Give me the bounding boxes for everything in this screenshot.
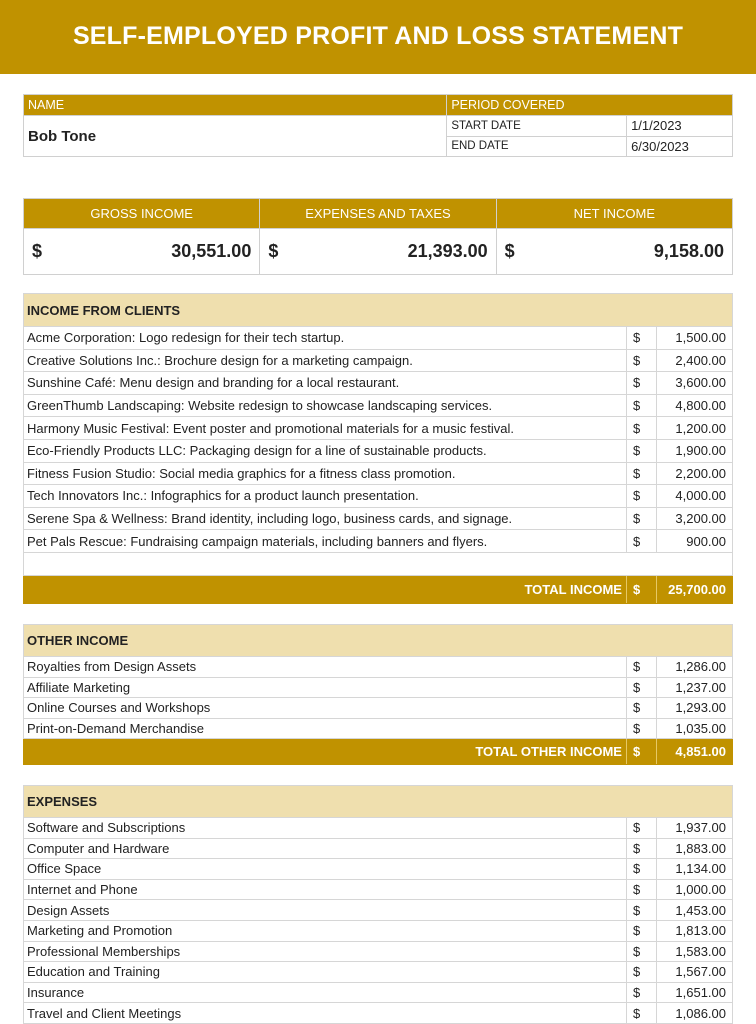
row-amount[interactable]: 1,200.00: [656, 417, 732, 440]
total-other-income-label: TOTAL OTHER INCOME: [24, 739, 627, 765]
net-income-label: NET INCOME: [496, 199, 732, 229]
period-label: PERIOD COVERED: [447, 95, 733, 116]
currency-symbol: $: [626, 485, 656, 508]
table-row: [24, 372, 733, 395]
table-row: [24, 439, 733, 462]
currency-symbol: $: [626, 962, 656, 983]
total-other-income-value: 4,851.00: [656, 739, 732, 765]
currency-symbol: $: [268, 241, 279, 261]
net-income-value: 9,158.00: [653, 241, 724, 261]
row-description[interactable]: Marketing and Promotion: [24, 920, 627, 941]
row-amount[interactable]: 1,583.00: [656, 941, 732, 962]
other-income-heading: OTHER INCOME: [24, 625, 733, 657]
title-banner: [0, 0, 756, 74]
currency-symbol: $: [626, 698, 656, 719]
row-description[interactable]: Harmony Music Festival: Event poster and promotional materials for a music festival.: [24, 417, 627, 440]
row-description[interactable]: Pet Pals Rescue: Fundraising campaign materials, including banners and flyers.: [24, 530, 627, 553]
currency-symbol: $: [626, 349, 656, 372]
table-row: [24, 859, 733, 880]
other-income-table: [23, 624, 733, 765]
expenses-heading: EXPENSES: [24, 786, 733, 818]
row-description[interactable]: Insurance: [24, 982, 627, 1003]
currency-symbol: $: [626, 439, 656, 462]
table-row: [24, 941, 733, 962]
row-description[interactable]: Tech Innovators Inc.: Infographics for a product launch presentation.: [24, 485, 627, 508]
table-row: [24, 507, 733, 530]
end-date-value[interactable]: 6/30/2023: [627, 136, 733, 157]
currency-symbol: $: [626, 394, 656, 417]
row-description[interactable]: Professional Memberships: [24, 941, 627, 962]
row-description[interactable]: Online Courses and Workshops: [24, 698, 627, 719]
summary-table: [23, 198, 733, 275]
gross-income-value: 30,551.00: [171, 241, 252, 261]
currency-symbol: $: [626, 372, 656, 395]
row-amount[interactable]: 1,134.00: [656, 859, 732, 880]
row-amount[interactable]: 1,937.00: [656, 818, 732, 839]
expenses-table: [23, 785, 733, 1024]
table-row: [24, 879, 733, 900]
row-description[interactable]: Education and Training: [24, 962, 627, 983]
currency-symbol: $: [626, 818, 656, 839]
total-income-value: 25,700.00: [656, 575, 732, 603]
table-row: [24, 818, 733, 839]
table-row: [24, 657, 733, 678]
currency-symbol: $: [626, 941, 656, 962]
row-amount[interactable]: 1,651.00: [656, 982, 732, 1003]
end-date-label: END DATE: [447, 136, 627, 157]
currency-symbol: $: [626, 677, 656, 698]
table-row: [24, 349, 733, 372]
table-row: [24, 417, 733, 440]
table-row: [24, 838, 733, 859]
empty-row[interactable]: [24, 552, 733, 575]
currency-symbol: $: [626, 575, 656, 603]
row-description[interactable]: GreenThumb Landscaping: Website redesign to showcase landscaping services.: [24, 394, 627, 417]
row-description[interactable]: Travel and Client Meetings: [24, 1003, 627, 1024]
currency-symbol: $: [626, 530, 656, 553]
row-amount[interactable]: 1,237.00: [656, 677, 732, 698]
total-income-label: TOTAL INCOME: [24, 575, 627, 603]
name-label: NAME: [24, 95, 447, 116]
row-description[interactable]: Computer and Hardware: [24, 838, 627, 859]
row-amount[interactable]: 1,035.00: [656, 718, 732, 739]
row-description[interactable]: Eco-Friendly Products LLC: Packaging design for a line of sustainable products.: [24, 439, 627, 462]
currency-symbol: $: [626, 1003, 656, 1024]
income-clients-table: [23, 293, 733, 604]
table-row: [24, 982, 733, 1003]
table-row: [24, 327, 733, 350]
currency-symbol: $: [626, 462, 656, 485]
table-row: [24, 920, 733, 941]
row-amount[interactable]: 1,286.00: [656, 657, 732, 678]
gross-income-label: GROSS INCOME: [24, 199, 260, 229]
row-amount[interactable]: 1,813.00: [656, 920, 732, 941]
row-amount[interactable]: 4,000.00: [656, 485, 732, 508]
table-row: [24, 1003, 733, 1024]
income-clients-heading: INCOME FROM CLIENTS: [24, 294, 733, 327]
row-description[interactable]: Serene Spa & Wellness: Brand identity, including logo, business cards, and signage.: [24, 507, 627, 530]
table-row: [24, 718, 733, 739]
row-amount[interactable]: 4,800.00: [656, 394, 732, 417]
page-title: SELF-EMPLOYED PROFIT AND LOSS STATEMENT: [72, 22, 684, 50]
currency-symbol: $: [626, 417, 656, 440]
currency-symbol: $: [626, 327, 656, 350]
table-row: [24, 394, 733, 417]
start-date-value[interactable]: 1/1/2023: [627, 116, 733, 137]
row-amount[interactable]: 1,453.00: [656, 900, 732, 921]
currency-symbol: $: [626, 657, 656, 678]
row-amount[interactable]: 2,200.00: [656, 462, 732, 485]
table-row: [24, 462, 733, 485]
row-description[interactable]: Affiliate Marketing: [24, 677, 627, 698]
row-amount[interactable]: 1,500.00: [656, 327, 732, 350]
expenses-taxes-cell: [260, 229, 496, 275]
table-row: [24, 698, 733, 719]
row-amount[interactable]: 1,086.00: [656, 1003, 732, 1024]
row-description[interactable]: Fitness Fusion Studio: Social media graphics for a fitness class promotion.: [24, 462, 627, 485]
row-amount[interactable]: 1,900.00: [656, 439, 732, 462]
row-amount[interactable]: 3,200.00: [656, 507, 732, 530]
gross-income-cell: [24, 229, 260, 275]
row-description[interactable]: Internet and Phone: [24, 879, 627, 900]
currency-symbol: $: [32, 241, 43, 261]
row-amount[interactable]: 1,883.00: [656, 838, 732, 859]
currency-symbol: $: [626, 739, 656, 765]
currency-symbol: $: [626, 718, 656, 739]
net-income-cell: [496, 229, 732, 275]
expenses-taxes-label: EXPENSES AND TAXES: [260, 199, 496, 229]
currency-symbol: $: [504, 241, 515, 261]
row-amount[interactable]: 3,600.00: [656, 372, 732, 395]
currency-symbol: $: [626, 900, 656, 921]
currency-symbol: $: [626, 982, 656, 1003]
currency-symbol: $: [626, 507, 656, 530]
table-row: [24, 485, 733, 508]
currency-symbol: $: [626, 859, 656, 880]
table-row: [24, 962, 733, 983]
row-description[interactable]: Sunshine Café: Menu design and branding for a local restaurant.: [24, 372, 627, 395]
row-amount[interactable]: 1,567.00: [656, 962, 732, 983]
currency-symbol: $: [626, 920, 656, 941]
row-description[interactable]: Office Space: [24, 859, 627, 880]
row-amount[interactable]: 900.00: [656, 530, 732, 553]
row-amount[interactable]: 1,293.00: [656, 698, 732, 719]
row-description[interactable]: Design Assets: [24, 900, 627, 921]
row-description[interactable]: Royalties from Design Assets: [24, 657, 627, 678]
start-date-label: START DATE: [447, 116, 627, 137]
table-row: [24, 530, 733, 553]
row-description[interactable]: Software and Subscriptions: [24, 818, 627, 839]
row-description[interactable]: Acme Corporation: Logo redesign for their tech startup.: [24, 327, 627, 350]
row-amount[interactable]: 1,000.00: [656, 879, 732, 900]
row-description[interactable]: Creative Solutions Inc.: Brochure design for a marketing campaign.: [24, 349, 627, 372]
name-value[interactable]: Bob Tone: [24, 116, 447, 157]
table-row: [24, 677, 733, 698]
row-amount[interactable]: 2,400.00: [656, 349, 732, 372]
header-info-table: [23, 94, 733, 157]
table-row: [24, 900, 733, 921]
expenses-taxes-value: 21,393.00: [407, 241, 488, 261]
currency-symbol: $: [626, 879, 656, 900]
currency-symbol: $: [626, 838, 656, 859]
row-description[interactable]: Print-on-Demand Merchandise: [24, 718, 627, 739]
